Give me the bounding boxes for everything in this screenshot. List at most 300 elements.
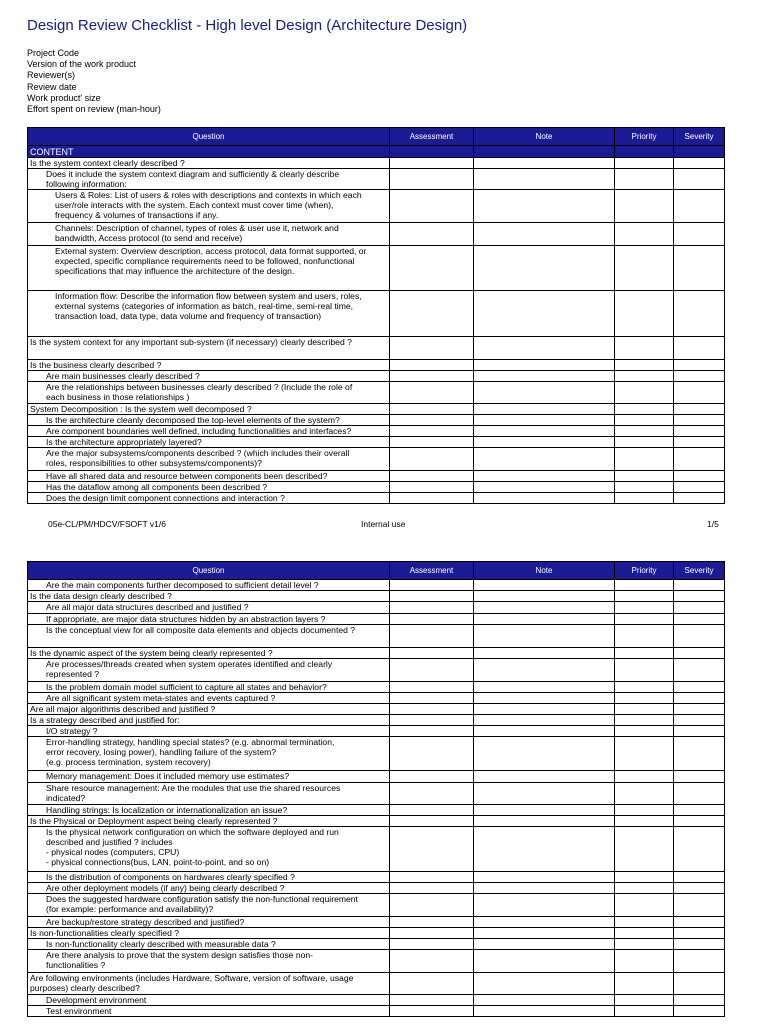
- priority-cell[interactable]: [615, 737, 674, 771]
- assessment-cell[interactable]: [390, 169, 474, 190]
- table-row: [28, 382, 725, 404]
- question-cell: Information flow: Describe the information flow between system and users, roles, external systems (categories of information as batch, real-time, semi-real time, transaction load, data type, data volume and frequency of transaction): [28, 291, 390, 337]
- question-cell: Is the architecture cleanly decomposed the top-level elements of the system?: [28, 415, 390, 426]
- assessment-cell[interactable]: [390, 158, 474, 169]
- severity-cell[interactable]: [674, 591, 725, 602]
- question-cell: Is the system context clearly described ?: [28, 158, 390, 169]
- assessment-cell[interactable]: [390, 337, 474, 360]
- question-cell: Are other deployment models (if any) being clearly described ?: [28, 883, 390, 894]
- table-row: [28, 950, 725, 973]
- assessment-cell[interactable]: [390, 614, 474, 625]
- severity-cell[interactable]: [674, 169, 725, 190]
- question-cell: Channels: Description of channel, types of roles & user use it, network and bandwidth, Access protocol (to send and receive): [28, 223, 390, 246]
- priority-cell[interactable]: [615, 158, 674, 169]
- question-cell: Are the main components further decomposed to sufficient detail level ?: [28, 580, 390, 591]
- priority-cell[interactable]: [615, 704, 674, 715]
- table-row: [28, 1006, 725, 1017]
- assessment-cell[interactable]: [390, 693, 474, 704]
- col-header-question: Question: [28, 562, 390, 580]
- question-cell: Is the system context for any important sub-system (if necessary) clearly described ?: [28, 337, 390, 360]
- note-cell[interactable]: [474, 426, 615, 437]
- priority-cell[interactable]: [615, 591, 674, 602]
- note-cell[interactable]: [474, 471, 615, 482]
- note-cell[interactable]: [474, 648, 615, 659]
- priority-cell[interactable]: [615, 816, 674, 827]
- priority-cell[interactable]: [615, 223, 674, 246]
- priority-cell[interactable]: [615, 648, 674, 659]
- question-cell: Is the physical network configuration on which the software deployed and run described and justified ? includes - physical nodes (computers, CPU) - physical connections(bus, LAN, point-to-point, and so on): [28, 827, 390, 872]
- note-cell[interactable]: [474, 223, 615, 246]
- priority-cell[interactable]: [615, 169, 674, 190]
- table-row: [28, 805, 725, 816]
- table-row: [28, 426, 725, 437]
- table-row: [28, 737, 725, 771]
- col-header-note: Note: [474, 562, 615, 580]
- question-cell: Test environment: [28, 1006, 390, 1017]
- assessment-cell[interactable]: [390, 883, 474, 894]
- priority-cell[interactable]: [615, 995, 674, 1006]
- note-cell[interactable]: [474, 973, 615, 995]
- severity-cell[interactable]: [674, 805, 725, 816]
- table-row: [28, 995, 725, 1006]
- question-cell: Is the distribution of components on hardwares clearly specified ?: [28, 872, 390, 883]
- question-cell: Are there analysis to prove that the system design satisfies those non- functionalities ?: [28, 950, 390, 973]
- severity-cell[interactable]: [674, 246, 725, 291]
- priority-cell[interactable]: [615, 614, 674, 625]
- assessment-cell[interactable]: [390, 625, 474, 648]
- meta-reviewers: Reviewer(s): [27, 70, 76, 81]
- priority-cell[interactable]: [615, 625, 674, 648]
- col-header-assessment: Assessment: [390, 562, 474, 580]
- question-cell: Are all major algorithms described and justified ?: [28, 704, 390, 715]
- question-cell: I/O strategy ?: [28, 726, 390, 737]
- severity-cell[interactable]: [674, 471, 725, 482]
- col-header-priority: Priority: [615, 128, 674, 146]
- assessment-cell[interactable]: [390, 493, 474, 504]
- note-cell[interactable]: [474, 939, 615, 950]
- note-cell[interactable]: [474, 246, 615, 291]
- note-cell[interactable]: [474, 883, 615, 894]
- table-row: [28, 682, 725, 693]
- assessment-cell[interactable]: [390, 872, 474, 883]
- note-cell[interactable]: [474, 448, 615, 471]
- priority-cell[interactable]: [615, 448, 674, 471]
- question-cell: Have all shared data and resource between components been described?: [28, 471, 390, 482]
- assessment-cell[interactable]: [390, 1006, 474, 1017]
- severity-cell[interactable]: [674, 648, 725, 659]
- priority-cell[interactable]: [615, 894, 674, 917]
- assessment-cell[interactable]: [390, 917, 474, 928]
- severity-cell[interactable]: [674, 360, 725, 371]
- severity-cell[interactable]: [674, 693, 725, 704]
- table-row: [28, 693, 725, 704]
- note-cell[interactable]: [474, 291, 615, 337]
- severity-cell[interactable]: [674, 291, 725, 337]
- table-row: [28, 726, 725, 737]
- note-cell[interactable]: [474, 693, 615, 704]
- severity-cell[interactable]: [674, 715, 725, 726]
- meta-product-size: Work product' size: [27, 92, 101, 103]
- note-cell[interactable]: [474, 1006, 615, 1017]
- severity-cell[interactable]: [674, 872, 725, 883]
- priority-cell[interactable]: [615, 415, 674, 426]
- table-row: [28, 704, 725, 715]
- assessment-cell[interactable]: [390, 382, 474, 404]
- table-row: [28, 223, 725, 246]
- severity-cell[interactable]: [674, 625, 725, 648]
- priority-cell[interactable]: [615, 872, 674, 883]
- assessment-cell[interactable]: [390, 291, 474, 337]
- priority-cell[interactable]: [615, 682, 674, 693]
- severity-cell[interactable]: [674, 426, 725, 437]
- table-row: [28, 337, 725, 360]
- priority-cell[interactable]: [615, 805, 674, 816]
- priority-cell[interactable]: [615, 426, 674, 437]
- meta-project-code: Project Code: [27, 48, 80, 58]
- assessment-cell[interactable]: [390, 704, 474, 715]
- question-cell: Are all significant system meta-states and events captured ?: [28, 693, 390, 704]
- table-row: [28, 169, 725, 190]
- priority-cell[interactable]: [615, 437, 674, 448]
- col-header-severity: Severity: [674, 562, 725, 580]
- note-cell[interactable]: [474, 659, 615, 682]
- note-cell[interactable]: [474, 995, 615, 1006]
- table-header-row: [28, 128, 725, 146]
- severity-cell[interactable]: [674, 917, 725, 928]
- assessment-cell[interactable]: [390, 928, 474, 939]
- severity-cell[interactable]: [674, 771, 725, 783]
- priority-cell[interactable]: [615, 726, 674, 737]
- question-cell: Has the dataflow among all components been described ?: [28, 482, 390, 493]
- footer-doc-code: 05e-CL/PM/HDCV/FSOFT v1/6: [48, 519, 166, 529]
- severity-cell[interactable]: [674, 482, 725, 493]
- severity-cell[interactable]: [674, 437, 725, 448]
- priority-cell[interactable]: [615, 493, 674, 504]
- checklist-table-page1: [27, 127, 725, 504]
- note-cell[interactable]: [474, 805, 615, 816]
- assessment-cell[interactable]: [390, 726, 474, 737]
- note-cell[interactable]: [474, 783, 615, 805]
- assessment-cell[interactable]: [390, 816, 474, 827]
- table-row: [28, 404, 725, 415]
- priority-cell[interactable]: [615, 917, 674, 928]
- note-cell[interactable]: [474, 816, 615, 827]
- question-cell: Does it include the system context diagram and sufficiently & clearly describe following information:: [28, 169, 390, 190]
- note-cell[interactable]: [474, 493, 615, 504]
- assessment-cell[interactable]: [390, 448, 474, 471]
- col-header-severity: Severity: [674, 128, 725, 146]
- priority-cell[interactable]: [615, 928, 674, 939]
- assessment-cell[interactable]: [390, 659, 474, 682]
- note-cell[interactable]: [474, 360, 615, 371]
- severity-cell[interactable]: [674, 337, 725, 360]
- question-cell: Does the suggested hardware configuration satisfy the non-functional requirement (for example: performance and availability)?: [28, 894, 390, 917]
- assessment-cell[interactable]: [390, 950, 474, 973]
- question-cell: Are the major subsystems/components described ? (which includes their overall roles, responsibilities to other subsystems/components)?: [28, 448, 390, 471]
- assessment-cell[interactable]: [390, 602, 474, 614]
- assessment-cell[interactable]: [390, 939, 474, 950]
- priority-cell[interactable]: [615, 482, 674, 493]
- table-row: [28, 659, 725, 682]
- note-cell[interactable]: [474, 737, 615, 771]
- question-cell: Is the architecture appropriately layered?: [28, 437, 390, 448]
- severity-cell[interactable]: [674, 883, 725, 894]
- table-row: [28, 894, 725, 917]
- note-cell[interactable]: [474, 625, 615, 648]
- section-label: CONTENT: [28, 146, 390, 158]
- severity-cell[interactable]: [674, 580, 725, 591]
- table-row: [28, 625, 725, 648]
- question-cell: Development environment: [28, 995, 390, 1006]
- checklist-table-page2: [27, 561, 725, 1017]
- assessment-cell[interactable]: [390, 471, 474, 482]
- project-meta: [27, 48, 161, 115]
- table-row: [28, 448, 725, 471]
- priority-cell[interactable]: [615, 360, 674, 371]
- question-cell: Are processes/threads created when system operates identified and clearly represented ?: [28, 659, 390, 682]
- assessment-cell[interactable]: [390, 360, 474, 371]
- assessment-cell[interactable]: [390, 591, 474, 602]
- severity-cell[interactable]: [674, 995, 725, 1006]
- note-cell[interactable]: [474, 771, 615, 783]
- table-row: [28, 190, 725, 223]
- col-header-assessment: Assessment: [390, 128, 474, 146]
- question-cell: Error-handling strategy, handling special states? (e.g. abnormal termination, error recovery, losing power), handling failure of the system? (e.g. process termination, system recovery): [28, 737, 390, 771]
- question-cell: Does the design limit component connections and interaction ?: [28, 493, 390, 504]
- severity-cell[interactable]: [674, 190, 725, 223]
- priority-cell[interactable]: [615, 382, 674, 404]
- assessment-cell[interactable]: [390, 482, 474, 493]
- severity-cell[interactable]: [674, 493, 725, 504]
- table-row: [28, 246, 725, 291]
- question-cell: Share resource management: Are the modules that use the shared resources indicated?: [28, 783, 390, 805]
- meta-version: Version of the work product: [27, 59, 137, 70]
- severity-cell[interactable]: [674, 602, 725, 614]
- question-cell: Are backup/restore strategy described and justified?: [28, 917, 390, 928]
- table-row: [28, 591, 725, 602]
- note-cell[interactable]: [474, 894, 615, 917]
- question-cell: Is the business clearly described ?: [28, 360, 390, 371]
- note-cell[interactable]: [474, 158, 615, 169]
- question-cell: System Decomposition : Is the system well decomposed ?: [28, 404, 390, 415]
- note-cell[interactable]: [474, 726, 615, 737]
- question-cell: If appropriate, are major data structures hidden by an abstraction layers ?: [28, 614, 390, 625]
- note-cell[interactable]: [474, 614, 615, 625]
- assessment-cell[interactable]: [390, 737, 474, 771]
- meta-effort: Effort spent on review (man-hour): [27, 104, 161, 115]
- table-row: [28, 471, 725, 482]
- severity-cell[interactable]: [674, 682, 725, 693]
- severity-cell[interactable]: [674, 415, 725, 426]
- priority-cell[interactable]: [615, 659, 674, 682]
- question-cell: Are all major data structures described and justified ?: [28, 602, 390, 614]
- question-cell: Is non-functionalities clearly specified ?: [28, 928, 390, 939]
- table-row: [28, 437, 725, 448]
- priority-cell[interactable]: [615, 471, 674, 482]
- severity-cell[interactable]: [674, 737, 725, 771]
- severity-cell[interactable]: [674, 614, 725, 625]
- table-row: [28, 715, 725, 726]
- priority-cell[interactable]: [615, 827, 674, 872]
- page-title: Design Review Checklist - High level Design (Architecture Design): [27, 17, 468, 34]
- question-cell: Are main businesses clearly described ?: [28, 371, 390, 382]
- priority-cell[interactable]: [615, 973, 674, 995]
- table-row: [28, 371, 725, 382]
- table-row: [28, 872, 725, 883]
- question-cell: Is the Physical or Deployment aspect being clearly represented ?: [28, 816, 390, 827]
- note-cell[interactable]: [474, 950, 615, 973]
- note-cell[interactable]: [474, 602, 615, 614]
- assessment-cell[interactable]: [390, 246, 474, 291]
- table-row: [28, 482, 725, 493]
- note-cell[interactable]: [474, 337, 615, 360]
- priority-cell[interactable]: [615, 783, 674, 805]
- assessment-cell[interactable]: [390, 894, 474, 917]
- assessment-cell[interactable]: [390, 404, 474, 415]
- col-header-priority: Priority: [615, 562, 674, 580]
- assessment-cell[interactable]: [390, 783, 474, 805]
- table-row: [28, 939, 725, 950]
- priority-cell[interactable]: [615, 715, 674, 726]
- col-header-question: Question: [28, 128, 390, 146]
- table-row: [28, 771, 725, 783]
- table-row: [28, 158, 725, 169]
- section-row-content: [28, 146, 725, 158]
- assessment-cell[interactable]: [390, 827, 474, 872]
- question-cell: Are following environments (includes Hardware, Software, version of software, usage purposes) clearly described?: [28, 973, 390, 995]
- assessment-cell[interactable]: [390, 995, 474, 1006]
- table-row: [28, 816, 725, 827]
- question-cell: Are component boundaries well defined, including functionalities and interfaces?: [28, 426, 390, 437]
- severity-cell[interactable]: [674, 939, 725, 950]
- note-cell[interactable]: [474, 482, 615, 493]
- priority-cell[interactable]: [615, 291, 674, 337]
- priority-cell[interactable]: [615, 190, 674, 223]
- assessment-cell[interactable]: [390, 805, 474, 816]
- table-row: [28, 602, 725, 614]
- question-cell: Memory management: Does it included memory use estimates?: [28, 771, 390, 783]
- note-cell[interactable]: [474, 169, 615, 190]
- priority-cell[interactable]: [615, 1006, 674, 1017]
- severity-cell[interactable]: [674, 371, 725, 382]
- table-row: [28, 928, 725, 939]
- question-cell: Is non-functionality clearly described with measurable data ?: [28, 939, 390, 950]
- note-cell[interactable]: [474, 872, 615, 883]
- severity-cell[interactable]: [674, 448, 725, 471]
- note-cell[interactable]: [474, 437, 615, 448]
- assessment-cell[interactable]: [390, 580, 474, 591]
- question-cell: Is the conceptual view for all composite data elements and objects documented ?: [28, 625, 390, 648]
- assessment-cell[interactable]: [390, 426, 474, 437]
- note-cell[interactable]: [474, 382, 615, 404]
- severity-cell[interactable]: [674, 404, 725, 415]
- severity-cell[interactable]: [674, 726, 725, 737]
- priority-cell[interactable]: [615, 246, 674, 291]
- severity-cell[interactable]: [674, 783, 725, 805]
- severity-cell[interactable]: [674, 659, 725, 682]
- note-cell[interactable]: [474, 704, 615, 715]
- note-cell[interactable]: [474, 917, 615, 928]
- priority-cell[interactable]: [615, 404, 674, 415]
- note-cell[interactable]: [474, 415, 615, 426]
- assessment-cell[interactable]: [390, 190, 474, 223]
- table-row: [28, 883, 725, 894]
- assessment-cell[interactable]: [390, 682, 474, 693]
- priority-cell[interactable]: [615, 337, 674, 360]
- table-row: [28, 648, 725, 659]
- priority-cell[interactable]: [615, 883, 674, 894]
- note-cell[interactable]: [474, 580, 615, 591]
- severity-cell[interactable]: [674, 223, 725, 246]
- table-row: [28, 917, 725, 928]
- severity-cell[interactable]: [674, 382, 725, 404]
- question-cell: Handling strings: Is localization or internationalization an issue?: [28, 805, 390, 816]
- table-row: [28, 493, 725, 504]
- table-header-row: [28, 562, 725, 580]
- severity-cell[interactable]: [674, 816, 725, 827]
- table-row: [28, 580, 725, 591]
- note-cell[interactable]: [474, 371, 615, 382]
- question-cell: Is the problem domain model sufficient to capture all states and behavior?: [28, 682, 390, 693]
- assessment-cell[interactable]: [390, 648, 474, 659]
- table-row: [28, 973, 725, 995]
- table-row: [28, 291, 725, 337]
- assessment-cell[interactable]: [390, 223, 474, 246]
- priority-cell[interactable]: [615, 771, 674, 783]
- severity-cell[interactable]: [674, 827, 725, 872]
- severity-cell[interactable]: [674, 894, 725, 917]
- priority-cell[interactable]: [615, 371, 674, 382]
- priority-cell[interactable]: [615, 939, 674, 950]
- question-cell: Is the dynamic aspect of the system being clearly represented ?: [28, 648, 390, 659]
- note-cell[interactable]: [474, 682, 615, 693]
- assessment-cell[interactable]: [390, 771, 474, 783]
- note-cell[interactable]: [474, 591, 615, 602]
- question-cell: Users & Roles: List of users & roles with descriptions and contexts in which each user/role interacts with the system. Each context must cover time (when), frequency & volumes of transactions if any.: [28, 190, 390, 223]
- priority-cell[interactable]: [615, 580, 674, 591]
- table-row: [28, 827, 725, 872]
- meta-review-date: Review date: [27, 81, 77, 92]
- assessment-cell[interactable]: [390, 715, 474, 726]
- assessment-cell[interactable]: [390, 371, 474, 382]
- assessment-cell[interactable]: [390, 973, 474, 995]
- severity-cell[interactable]: [674, 928, 725, 939]
- severity-cell[interactable]: [674, 704, 725, 715]
- severity-cell[interactable]: [674, 973, 725, 995]
- priority-cell[interactable]: [615, 602, 674, 614]
- priority-cell[interactable]: [615, 693, 674, 704]
- assessment-cell[interactable]: [390, 415, 474, 426]
- severity-cell[interactable]: [674, 950, 725, 973]
- question-cell: External system: Overview description, access protocol, data format supported, or expected, specific compliance requirements need to be followed, nonfunctional specifications that may influence the architecture of the design.: [28, 246, 390, 291]
- assessment-cell[interactable]: [390, 437, 474, 448]
- note-cell[interactable]: [474, 190, 615, 223]
- note-cell[interactable]: [474, 827, 615, 872]
- question-cell: Are the relationships between businesses clearly described ? (Include the role of each business in those relationships ): [28, 382, 390, 404]
- col-header-note: Note: [474, 128, 615, 146]
- severity-cell[interactable]: [674, 1006, 725, 1017]
- note-cell[interactable]: [474, 715, 615, 726]
- note-cell[interactable]: [474, 928, 615, 939]
- question-cell: Is the data design clearly described ?: [28, 591, 390, 602]
- severity-cell[interactable]: [674, 158, 725, 169]
- priority-cell[interactable]: [615, 950, 674, 973]
- note-cell[interactable]: [474, 404, 615, 415]
- question-cell: Is a strategy described and justified for:: [28, 715, 390, 726]
- footer-classification: Internal use: [361, 519, 406, 529]
- table-row: [28, 415, 725, 426]
- table-row: [28, 783, 725, 805]
